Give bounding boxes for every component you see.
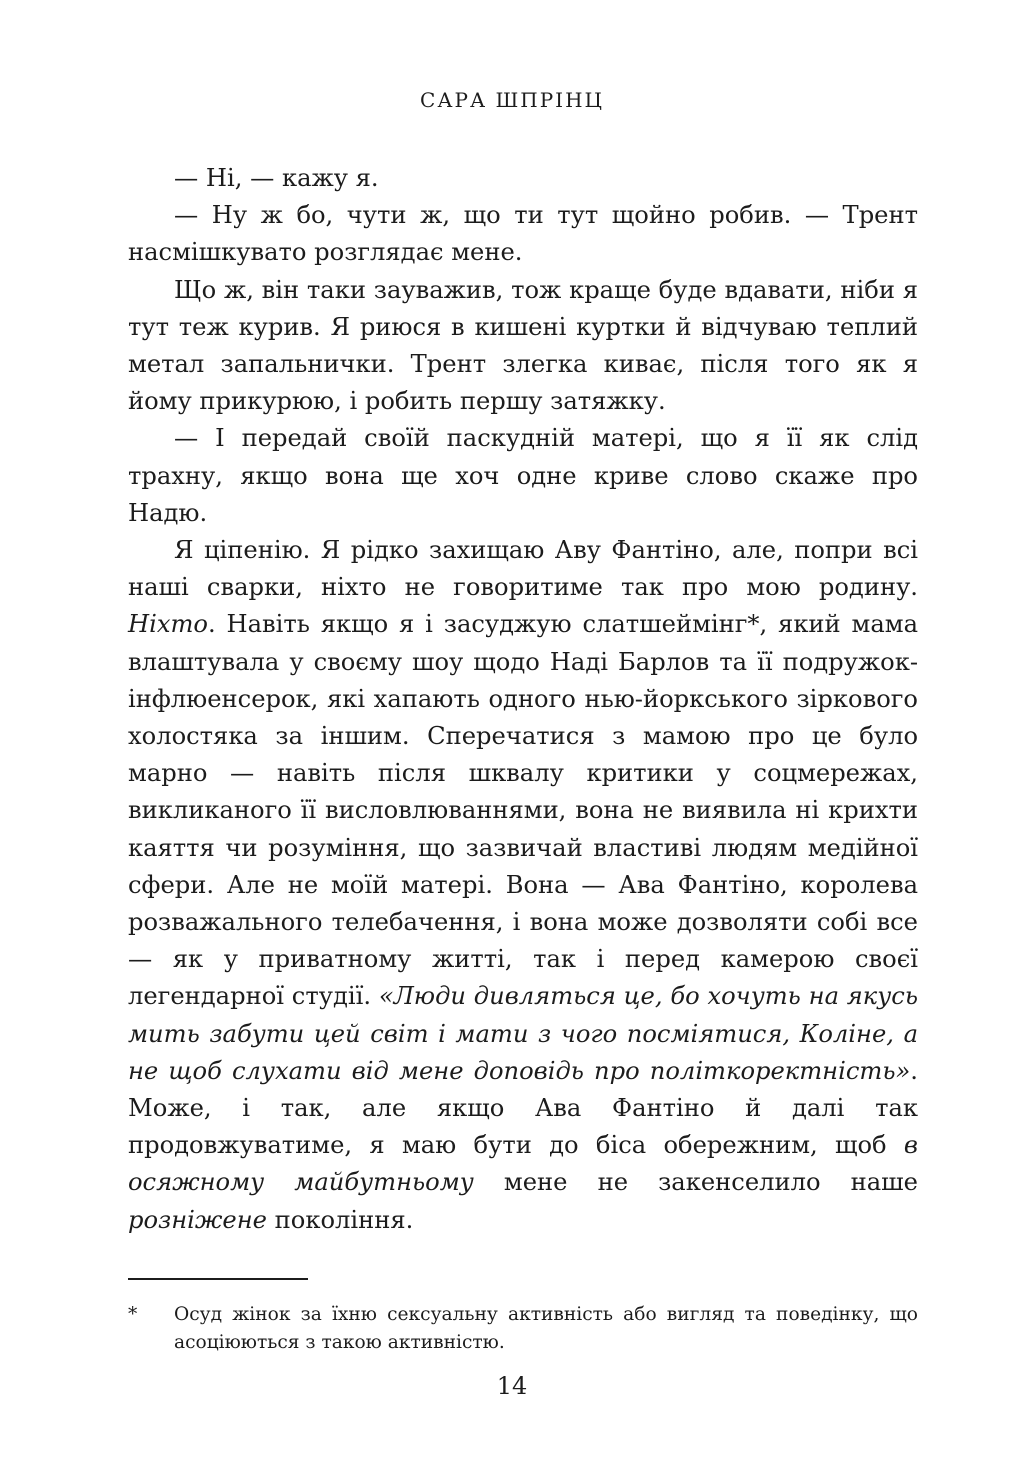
- paragraph-5-text-c: . Може, і так, але якщо Ава Фантіно й далі так продовжуватиме, я маю бути до біса обережним, щоб: [128, 1056, 918, 1160]
- paragraph-5-italic-quote: «Люди дивляться це, бо хочуть на якусь мить забути цей світ і мати з чого посміятися, Коліне, а не щоб слухати від мене доповідь про політкоректність»: [128, 982, 918, 1085]
- paragraph-5-italic-a: Ніхто: [128, 610, 208, 639]
- paragraph-1: — Ні, — кажу я.: [174, 164, 379, 192]
- paragraph-4: — І передай своїй паскудній матері, що я її як слід трахну, якщо вона ще хоч одне криве слово скаже про Надю.: [128, 424, 918, 527]
- paragraph-5-italic-b: в осяжному майбутньому: [128, 1131, 918, 1197]
- footnote-divider: [128, 1278, 308, 1280]
- body-text: [128, 160, 918, 1239]
- paragraph-5: [128, 532, 918, 1239]
- paragraph-5-text-a: Я ціпенію. Я рідко захищаю Аву Фантіно, але, попри всі наші сварки, ніхто не говоритиме так про мою родину.: [128, 536, 918, 602]
- running-head: САРА ШПРІНЦ: [420, 88, 604, 112]
- footnote-marker: *: [128, 1304, 138, 1325]
- paragraph-3: Що ж, він таки зауважив, тож краще буде вдавати, ніби я тут теж курив. Я риюся в кишені куртки й відчуваю теплий метал запальнички. Трент злегка киває, після того як я йому прикурюю, і робить першу затяжку.: [128, 275, 918, 416]
- paragraph-5-italic-c: розніжене: [128, 1205, 267, 1234]
- paragraph-2: — Ну ж бо, чути ж, що ти тут щойно робив. — Трент насмішкувато розглядає мене.: [128, 201, 918, 267]
- paragraph-5-text-d: мене не закенселило наше: [473, 1168, 918, 1197]
- footnote: [128, 1301, 918, 1357]
- page-number: 14: [496, 1372, 528, 1400]
- paragraph-5-text-b: . Навіть якщо я і засуджую слатшеймінг*, який мама влаштувала у своєму шоу щодо Наді Барлов та її подружок-інфлюенсерок, які хапають одного нью-йоркського зіркового холостяка за іншим. Сперечатися з мамою про це було марно — навіть після шквалу критики у соцмережах, викликаного її висловлюваннями, вона не виявила ні крихти каяття чи розуміння, що зазвичай властиві людям медійної сфери. Але не моїй матері. Вона — Ава Фантіно, королева розважального телебачення, і вона може дозволяти собі все — як у приватному житті, так і перед камерою своєї легендарної студії.: [128, 610, 918, 1011]
- footnote-text: Осуд жінок за їхню сексуальну активність або вигляд та поведінку, що асоціюються з такою активністю.: [174, 1304, 918, 1353]
- paragraph-5-text-e: покоління.: [266, 1205, 414, 1234]
